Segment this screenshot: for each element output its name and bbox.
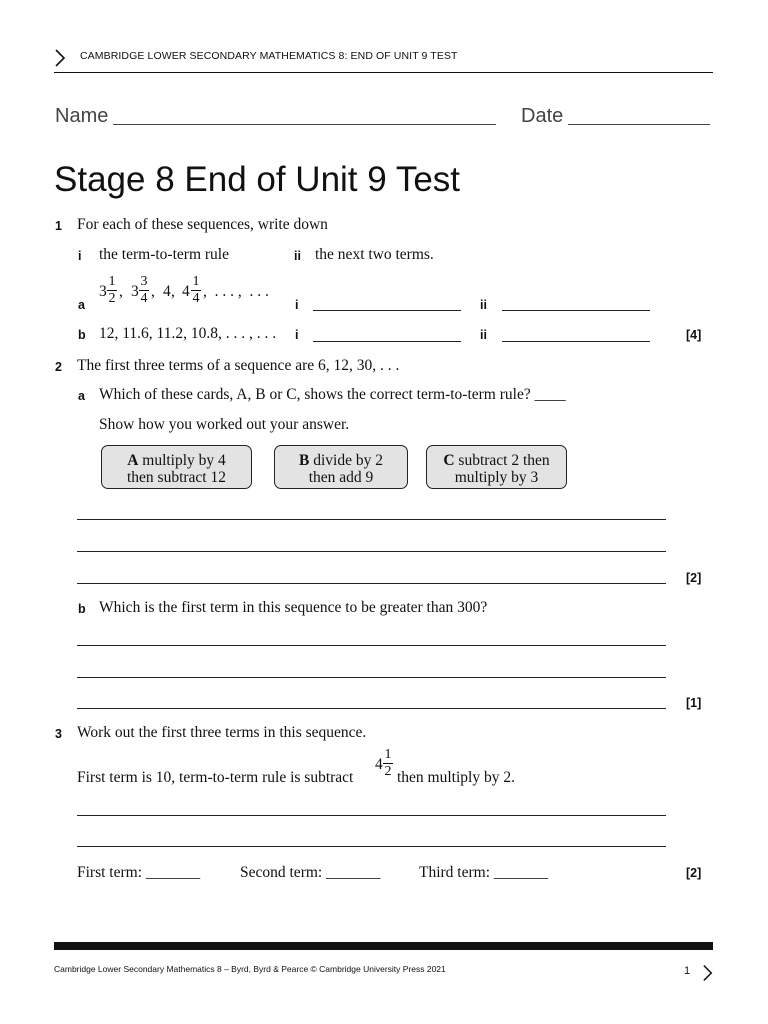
q1a-term4-whole: 4 bbox=[182, 283, 190, 300]
rule-card-b bbox=[274, 445, 408, 489]
q1a-term1-whole: 3 bbox=[99, 283, 107, 300]
q2b-working-line[interactable] bbox=[77, 677, 666, 678]
q1a-ii-label: ii bbox=[480, 298, 487, 312]
q1a-term2-numerator: 3 bbox=[140, 274, 148, 289]
q3-rule-text: First term is 10, term-to-term rule is subtract bbox=[77, 769, 354, 786]
next-page-chevron-icon[interactable] bbox=[702, 964, 715, 982]
q1b-ii-answer[interactable] bbox=[502, 327, 650, 342]
rule-card-c-line2: multiply by 3 bbox=[454, 469, 539, 486]
q1b-i-label: i bbox=[295, 328, 299, 342]
rule-card-a-line2: then subtract 12 bbox=[126, 469, 226, 486]
q1a-ii-answer[interactable] bbox=[502, 296, 650, 311]
rule-card-c-line1: subtract 2 then bbox=[454, 452, 550, 469]
q3-rule-denominator: 2 bbox=[384, 764, 392, 779]
question-2-prompt: The first three terms of a sequence are 6, 12, 30, . . . bbox=[77, 357, 400, 374]
q1-part-ii-label: ii bbox=[294, 249, 301, 263]
q1a-comma-1: , bbox=[119, 283, 123, 300]
q1a-term3: 4 bbox=[163, 283, 171, 300]
q2a-instruction: Show how you worked out your answer. bbox=[99, 416, 350, 433]
date-label: Date bbox=[521, 105, 564, 127]
q2a-working-line[interactable] bbox=[77, 519, 666, 520]
rule-card-b-line1: divide by 2 bbox=[309, 452, 383, 469]
q3-rule-text-end: then multiply by 2. bbox=[397, 769, 515, 786]
question-1-prompt: For each of these sequences, write down bbox=[77, 216, 328, 233]
header-title: CAMBRIDGE LOWER SECONDARY MATHEMATICS 8: END OF UNIT 9 TEST bbox=[80, 50, 458, 62]
q3-second-term: Second term: _______ bbox=[240, 864, 381, 881]
q3-rule-whole: 4 bbox=[375, 756, 383, 773]
q3-rule-numerator: 1 bbox=[384, 747, 392, 762]
q2b-working-line[interactable] bbox=[77, 708, 666, 709]
q1b-sequence: 12, 11.6, 11.2, 10.8, . . . , . . . bbox=[99, 325, 277, 342]
q1a-i-answer[interactable] bbox=[313, 296, 461, 311]
page-number: 1 bbox=[684, 965, 691, 977]
question-3-number: 3 bbox=[55, 727, 62, 741]
q1a-term4-numerator: 1 bbox=[192, 274, 200, 289]
name-field[interactable] bbox=[113, 104, 496, 125]
q1a-comma-2: , bbox=[151, 283, 155, 300]
q1a-term1-numerator: 1 bbox=[108, 274, 116, 289]
q1-part-i-text: the term-to-term rule bbox=[99, 246, 229, 263]
rule-card-a bbox=[101, 445, 252, 489]
q1a-term2-denominator: 4 bbox=[140, 291, 148, 306]
q1a-term2-whole: 3 bbox=[131, 283, 139, 300]
q2a-question: Which of these cards, A, B or C, shows the correct term-to-term rule? ____ bbox=[99, 386, 566, 403]
q1b-i-answer[interactable] bbox=[313, 327, 461, 342]
footer-credit: Cambridge Lower Secondary Mathematics 8 – Byrd, Byrd & Pearce © Cambridge University Press 2021 bbox=[54, 964, 446, 974]
page-title: Stage 8 End of Unit 9 Test bbox=[54, 160, 461, 199]
q2a-label: a bbox=[78, 389, 85, 403]
q1b-ii-label: ii bbox=[480, 328, 487, 342]
chevron-right-icon bbox=[54, 49, 68, 67]
q1a-term2-fraction bbox=[139, 275, 149, 306]
q1a-sequence-tail: , . . . , . . . bbox=[203, 283, 269, 300]
date-field[interactable] bbox=[568, 104, 710, 125]
q1a-i-label: i bbox=[295, 298, 299, 312]
question-3-prompt: Work out the first three terms in this sequence. bbox=[77, 724, 367, 741]
name-label: Name bbox=[55, 105, 109, 127]
rule-card-c-letter: C bbox=[443, 452, 455, 469]
rule-card-c bbox=[426, 445, 567, 489]
q1a-term4-fraction bbox=[191, 275, 201, 306]
footer-divider bbox=[54, 942, 713, 950]
q1a-term1-fraction bbox=[107, 275, 117, 306]
question-2-number: 2 bbox=[55, 360, 62, 374]
q2a-working-line[interactable] bbox=[77, 583, 666, 584]
rule-card-a-line1: multiply by 4 bbox=[138, 452, 226, 469]
rule-card-a-letter: A bbox=[127, 452, 139, 469]
q1a-term4-denominator: 4 bbox=[192, 291, 200, 306]
q2b-marks: [1] bbox=[686, 696, 702, 710]
q3-marks: [2] bbox=[686, 866, 702, 880]
q2b-working-line[interactable] bbox=[77, 645, 666, 646]
header-divider bbox=[54, 72, 713, 73]
q2a-working-line[interactable] bbox=[77, 551, 666, 552]
q3-third-term: Third term: _______ bbox=[419, 864, 549, 881]
q1-part-ii-text: the next two terms. bbox=[315, 246, 434, 263]
q1a-term1-denominator: 2 bbox=[108, 291, 116, 306]
q1-part-i-label: i bbox=[78, 249, 82, 263]
q3-working-line[interactable] bbox=[77, 846, 666, 847]
q1b-label: b bbox=[78, 328, 86, 342]
q2b-label: b bbox=[78, 602, 86, 616]
q2a-marks: [2] bbox=[686, 571, 702, 585]
q3-rule-fraction bbox=[383, 748, 393, 779]
q2b-question: Which is the first term in this sequence to be greater than 300? bbox=[99, 599, 488, 616]
question-1-number: 1 bbox=[55, 219, 62, 233]
rule-card-b-letter: B bbox=[299, 452, 310, 469]
q1-marks: [4] bbox=[686, 328, 702, 342]
q3-working-line[interactable] bbox=[77, 815, 666, 816]
q1a-label: a bbox=[78, 298, 85, 312]
rule-card-b-line2: then add 9 bbox=[308, 469, 374, 486]
q1a-comma-3: , bbox=[171, 283, 175, 300]
q3-first-term: First term: _______ bbox=[77, 864, 201, 881]
